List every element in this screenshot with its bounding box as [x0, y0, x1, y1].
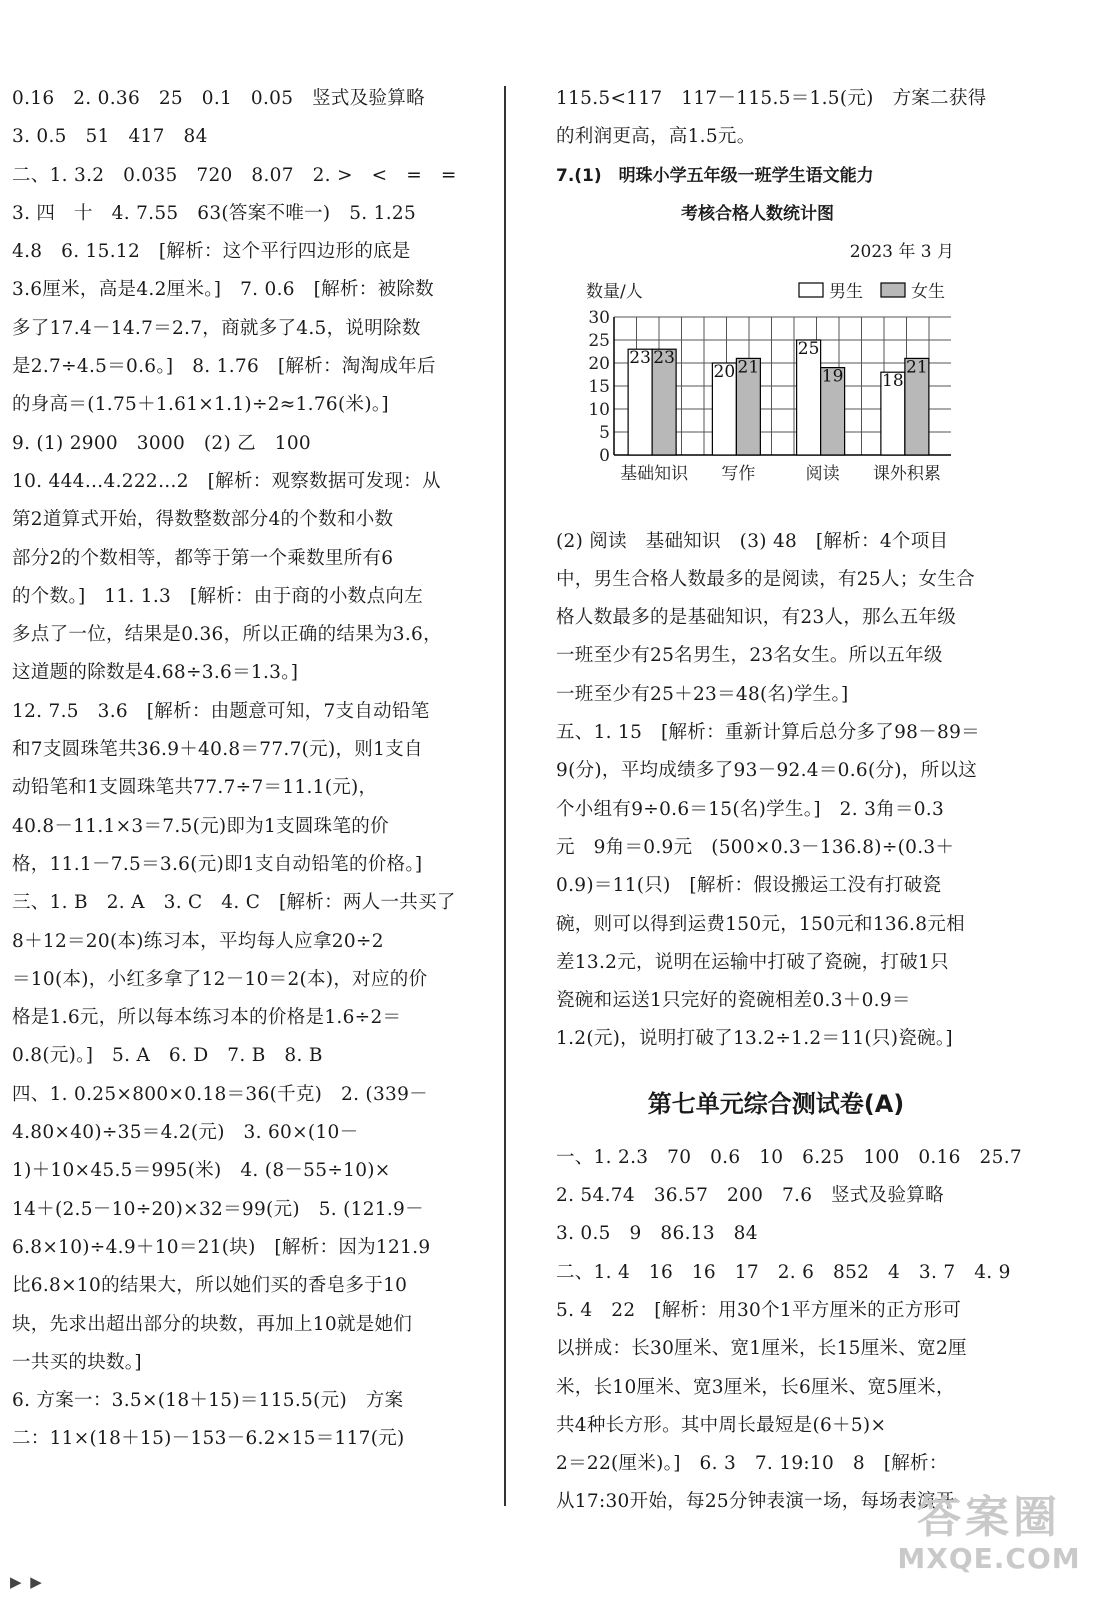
left-column [12, 80, 482, 1459]
chart-title-line2: 考核合格人数统计图 [681, 203, 834, 224]
answer-line: 5. 4 22 [解析：用30个1平方厘米的正方形可 [556, 1299, 962, 1321]
right-bottom-answers [556, 523, 996, 1059]
answer-line: 块，先求出超出部分的块数，再加上10就是她们 [12, 1313, 413, 1335]
answer-line: 4.8 6. 15.12 [解析：这个平行四边形的底是 [12, 241, 411, 263]
answer-line: 瓷碗和运送1只完好的瓷碗相差0.3＋0.9＝ [556, 990, 911, 1012]
answer-line: 115.5<117 117－115.5＝1.5(元) 方案二获得 [556, 88, 987, 109]
answer-line: 1.2(元)，说明打破了13.2÷1.2＝11(只)瓷碗。] [556, 1028, 953, 1050]
answer-line: 6.8×10)÷4.9＋10＝21(块) [解析：因为121.9 [12, 1236, 431, 1258]
answer-line: 多点了一位，结果是0.36，所以正确的结果为3.6， [12, 624, 442, 646]
chart-title-line1: 7.(1) 明珠小学五年级一班学生语文能力 [556, 165, 874, 186]
watermark-text: 答案圈 [917, 1492, 1061, 1543]
answer-line: 动铅笔和1支圆珠笔共77.7÷7＝11.1(元)， [12, 777, 378, 799]
answer-line: 0.9)＝11(只) [解析：假设搬运工没有打破瓷 [556, 875, 942, 897]
answer-line: 四、1. 0.25×800×0.18＝36(千克) 2. (339－ [12, 1083, 428, 1105]
answer-line: 一班至少有25名男生，23名女生。所以五年级 [556, 645, 943, 667]
answer-line: 个小组有9÷0.6＝15(名)学生。] 2. 3角＝0.3 [556, 798, 945, 820]
answer-line: 12. 7.5 3.6 [解析：由题意可知，7支自动铅笔 [12, 700, 430, 722]
answer-line: 格人数最多的是基础知识，有23人，那么五年级 [556, 607, 957, 629]
watermark-logo [889, 1494, 1089, 1584]
answer-line: 4.80×40)÷35＝4.2(元) 3. 60×(10－ [12, 1122, 359, 1144]
answer-line: 3. 0.5 51 417 84 [12, 126, 208, 148]
answer-line: 10. 444…4.222…2 [解析：观察数据可发现：从 [12, 470, 441, 492]
answer-line: 9(分)，平均成绩多了93－92.4＝0.6(分)，所以这 [556, 760, 977, 782]
answer-line: 0.8(元)。] 5. A 6. D 7. B 8. B [12, 1045, 323, 1067]
answer-line: 的身高＝(1.75＋1.61×1.1)÷2≈1.76(米)。] [12, 394, 389, 416]
answer-line: 元 9角＝0.9元 (500×0.3－136.8)÷(0.3＋ [556, 836, 955, 858]
answer-line: 部分2的个数相等，都等于第一个乘数里所有6 [12, 547, 394, 569]
answer-line: 以拼成：长30厘米、宽1厘米，长15厘米、宽2厘 [556, 1338, 967, 1360]
bar-chart [556, 271, 986, 523]
answer-line: 和7支圆珠笔共36.9＋40.8＝77.7(元)，则1支自 [12, 739, 423, 761]
x-category-label: 基础知识 [620, 463, 689, 484]
y-axis-label: 数量/人 [586, 281, 643, 302]
answer-line: 的利润更高，高1.5元。 [556, 126, 756, 148]
right-column [556, 80, 1022, 1522]
answer-line: 二：11×(18＋15)－153－6.2×15＝117(元) [12, 1428, 405, 1450]
answer-line: 2. 54.74 36.57 200 7.6 竖式及验算略 [556, 1185, 944, 1207]
answer-line: 一、1. 2.3 70 0.6 10 6.25 100 0.16 25.7 [556, 1146, 1022, 1168]
answer-line: 比6.8×10的结果大，所以她们买的香皂多于10 [12, 1275, 408, 1297]
legend-label: 女生 [911, 281, 945, 302]
answer-line: 从17:30开始，每25分钟表演一场，每场表演开 [556, 1491, 955, 1513]
answer-line: 共4种长方形。其中周长最短是(6＋5)× [556, 1414, 887, 1436]
answer-line: 14＋(2.5－10÷20)×32＝99(元) 5. (121.9－ [12, 1198, 424, 1220]
column-divider [504, 86, 506, 1506]
answer-line: 米，长10厘米、宽3厘米，长6厘米、宽5厘米， [556, 1376, 955, 1398]
page-arrows: ▶ ▶ [10, 1573, 44, 1591]
y-tick-label: 5 [599, 422, 610, 443]
answer-line: 3. 0.5 9 86.13 84 [556, 1223, 758, 1245]
answer-line: 格是1.6元，所以每本练习本的价格是1.6÷2＝ [12, 1007, 402, 1029]
answer-line: 3. 四 十 4. 7.55 63(答案不唯一) 5. 1.25 [12, 202, 417, 224]
legend-label: 男生 [829, 281, 863, 302]
legend-swatch [881, 283, 905, 297]
answer-line: 3.6厘米，高是4.2厘米。] 7. 0.6 [解析：被除数 [12, 279, 434, 301]
legend-swatch [799, 283, 823, 297]
chart-date: 2023 年 3 月 [849, 241, 954, 262]
answer-line: 碗，则可以得到运费150元，150元和136.8元相 [556, 913, 965, 935]
bar-value-label: 23 [653, 347, 675, 368]
y-tick-label: 30 [588, 307, 610, 328]
section-heading: 第七单元综合测试卷(A) [647, 1089, 905, 1118]
answer-line: 2＝22(厘米)。] 6. 3 7. 19:10 8 [解析： [556, 1453, 948, 1475]
bar-value-label: 20 [713, 361, 736, 382]
y-tick-label: 10 [588, 399, 610, 420]
answer-line: 是2.7÷4.5＝0.6。] 8. 1.76 [解析：淘淘成年后 [12, 356, 436, 378]
x-category-label: 课外积累 [872, 463, 941, 484]
bar-value-label: 19 [821, 366, 844, 387]
bar-value-label: 25 [797, 338, 820, 359]
bar-value-label: 18 [882, 370, 904, 391]
answer-line: 第2道算式开始，得数整数部分4的个数和小数 [12, 509, 394, 531]
bar-value-label: 21 [906, 356, 928, 377]
watermark-url: MXQE.COM [897, 1542, 1081, 1575]
answer-line: 1)＋10×45.5＝995(米) 4. (8－55÷10)× [12, 1160, 391, 1182]
answer-line: 三、1. B 2. A 3. C 4. C [解析：两人一共买了 [12, 892, 456, 914]
answer-line: 一共买的块数。] [12, 1351, 142, 1373]
bar-value-label: 21 [737, 356, 760, 377]
answer-line: 格，11.1－7.5＝3.6(元)即1支自动铅笔的价格。] [12, 853, 423, 875]
bar-value-label: 23 [629, 347, 651, 368]
answer-line: 多了17.4－14.7＝2.7，商就多了4.5，说明除数 [12, 317, 421, 339]
answer-line: 二、1. 4 16 16 17 2. 6 852 4 3. 7 4. 9 [556, 1261, 1011, 1283]
answer-line: 9. (1) 2900 3000 (2) 乙 100 [12, 432, 311, 454]
answer-line: 五、1. 15 [解析：重新计算后总分多了98－89＝ [556, 722, 980, 744]
y-tick-label: 0 [599, 445, 610, 466]
answer-line: (2) 阅读 基础知识 (3) 48 [解析：4个项目 [556, 530, 949, 552]
answer-line: 的个数。] 11. 1.3 [解析：由于商的小数点向左 [12, 585, 424, 607]
x-category-label: 阅读 [805, 463, 840, 484]
right-top-answers [556, 80, 996, 157]
answer-line: ＝10(本)，小红多拿了12－10＝2(本)，对应的价 [12, 968, 428, 990]
unit-seven-answers [556, 1139, 1022, 1522]
answer-line: 一班至少有25＋23＝48(名)学生。] [556, 683, 849, 705]
answer-line: 0.16 2. 0.36 25 0.1 0.05 竖式及验算略 [12, 88, 425, 109]
x-category-label: 写作 [721, 463, 756, 484]
answer-line: 中，男生合格人数最多的是阅读，有25人；女生合 [556, 568, 975, 590]
answer-line: 二、1. 3.2 0.035 720 8.07 2. > < = = [12, 164, 457, 186]
answer-line: 40.8－11.1×3＝7.5(元)即为1支圆珠笔的价 [12, 815, 389, 837]
answer-line: 差13.2元，说明在运输中打破了瓷碗，打破1只 [556, 951, 949, 973]
answer-line: 8＋12＝20(本)练习本，平均每人应拿20÷2 [12, 930, 384, 952]
y-tick-label: 20 [588, 353, 610, 374]
bar-chart-container [556, 271, 996, 523]
answer-line: 6. 方案一：3.5×(18＋15)＝115.5(元) 方案 [12, 1390, 404, 1412]
y-tick-label: 25 [588, 330, 610, 351]
y-tick-label: 15 [588, 376, 610, 397]
answer-line: 这道题的除数是4.68÷3.6＝1.3。] [12, 662, 299, 684]
